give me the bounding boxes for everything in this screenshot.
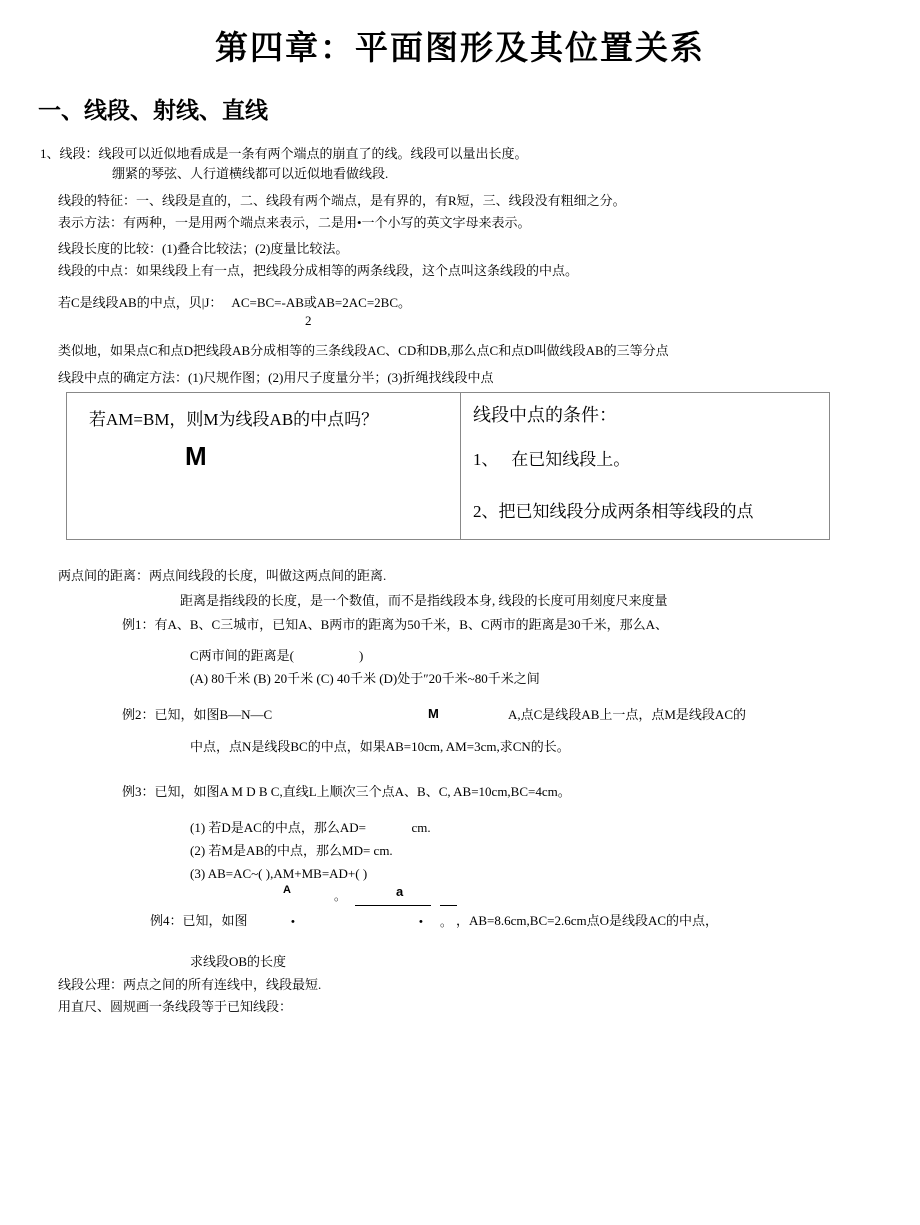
paragraph-construction: 用直尺、圆规画一条线段等于已知线段：	[58, 999, 293, 1014]
example3-item3: (3) AB=AC~( ),AM+MB=AD+( )	[190, 866, 368, 881]
midpoint-question-cell	[67, 393, 461, 539]
paragraph-midpoint-definition: 线段的中点：如果线段上有一点，把线段分成相等的两条线段，这个点叫这条线段的中点。	[58, 263, 579, 278]
page-title: 第四章：平面图形及其位置关系	[215, 29, 705, 66]
paragraph-segment-features: 线段的特征：一、线段是直的，二、线段有两个端点，是有界的，有R短，三、线段没有粗细之分。	[58, 193, 626, 208]
paragraph-distance-definition: 两点间的距离：两点间线段的长度，叫做这两点间的距离.	[58, 568, 387, 583]
example4-line2: 求线段OB的长度	[190, 954, 287, 969]
paragraph-notation: 表示方法：有两种，一是用两个端点来表示，二是用•一个小写的英文字母来表示。	[58, 215, 531, 230]
example2-point-m-label: M	[428, 706, 439, 721]
example2-line2: 中点，点N是线段BC的中点，如果AB=10cm, AM=3cm,求CN的长。	[190, 739, 570, 754]
paragraph-segment-axiom: 线段公理：两点之间的所有连线中，线段最短.	[58, 977, 322, 992]
example4-label: 例4：已知，如图	[150, 913, 248, 928]
example2-line1-part2: A,点C是线段AB上一点，点M是线段AC的	[508, 707, 746, 722]
diagram-point-a-label: A	[283, 884, 291, 896]
paragraph-segment-definition: 1、线段：线段可以近似地看成是一条有两个端点的崩直了的线。线段可以量出长度。	[40, 146, 528, 161]
midpoint-conditions-cell	[461, 393, 829, 539]
example3-item2: (2) 若M是AB的中点，那么MD= cm.	[190, 843, 393, 858]
diagram-dot-right: •	[419, 916, 423, 928]
example1-choices: (A) 80千米 (B) 20千米 (C) 40千米 (D)处于″20千米~80千米之间	[190, 671, 540, 686]
paragraph-midpoint-formula: 若C是线段AB的中点，贝|J： AC=BC=-AB或AB=2AC=2BC。	[58, 295, 411, 310]
example1-line1: 例1：有A、B、C三城市，已知A、B两市的距离为50千米，B、C两市的距离是30千米，那么A、	[122, 617, 669, 632]
midpoint-conditions-title: 线段中点的条件：	[473, 405, 617, 425]
diagram-circle-glyph: 。	[334, 889, 347, 903]
diagram-end-circle-glyph: 。	[440, 915, 453, 929]
paragraph-distance-note: 距离是指线段的长度，是一个数值，而不是指线段本身, 线段的长度可用刻度尺来度量	[180, 593, 668, 608]
section-heading: 一、线段、射线、直线	[38, 97, 268, 123]
example3-item1: (1) 若D是AC的中点，那么AD= cm.	[190, 820, 431, 835]
paragraph-trisection-points: 类似地，如果点C和点D把线段AB分成相等的三条线段AC、CD和DB,那么点C和点D叫做线段AB的三等分点	[58, 343, 669, 358]
example3-line1: 例3：已知，如图A M D B C,直线L上顺次三个点A、B、C, AB=10cm,BC=4cm。	[122, 784, 571, 799]
paragraph-midpoint-methods: 线段中点的确定方法：(1)尺规作图；(2)用尺子度量分半；(3)折绳找线段中点	[58, 370, 494, 385]
example2-line1-part1: 例2：已知，如图B—N—C	[122, 707, 273, 722]
paragraph-segment-examples: 绷紧的琴弦、人行道横线都可以近似地看做线段.	[112, 166, 389, 181]
point-m-label: M	[185, 441, 207, 471]
example1-line2: C两市间的距离是( )	[190, 648, 364, 663]
midpoint-condition-2: 2、把已知线段分成两条相等线段的点	[473, 502, 754, 521]
diagram-segment-line-short	[440, 905, 457, 906]
midpoint-condition-1: 1、 在已知线段上。	[473, 450, 631, 469]
diagram-dot-left: •	[291, 916, 295, 928]
diagram-segment-line	[355, 905, 431, 906]
example4-condition-text: ，AB=8.6cm,BC=2.6cm点O是线段AC的中点，	[456, 913, 719, 928]
midpoint-table	[66, 392, 830, 540]
diagram-segment-a-label: a	[396, 884, 404, 899]
fraction-denominator: 2	[305, 313, 312, 328]
midpoint-question: 若AM=BM，则M为线段AB的中点吗？	[89, 410, 379, 429]
paragraph-length-comparison: 线段长度的比较：(1)叠合比较法；(2)度量比较法。	[58, 241, 349, 256]
